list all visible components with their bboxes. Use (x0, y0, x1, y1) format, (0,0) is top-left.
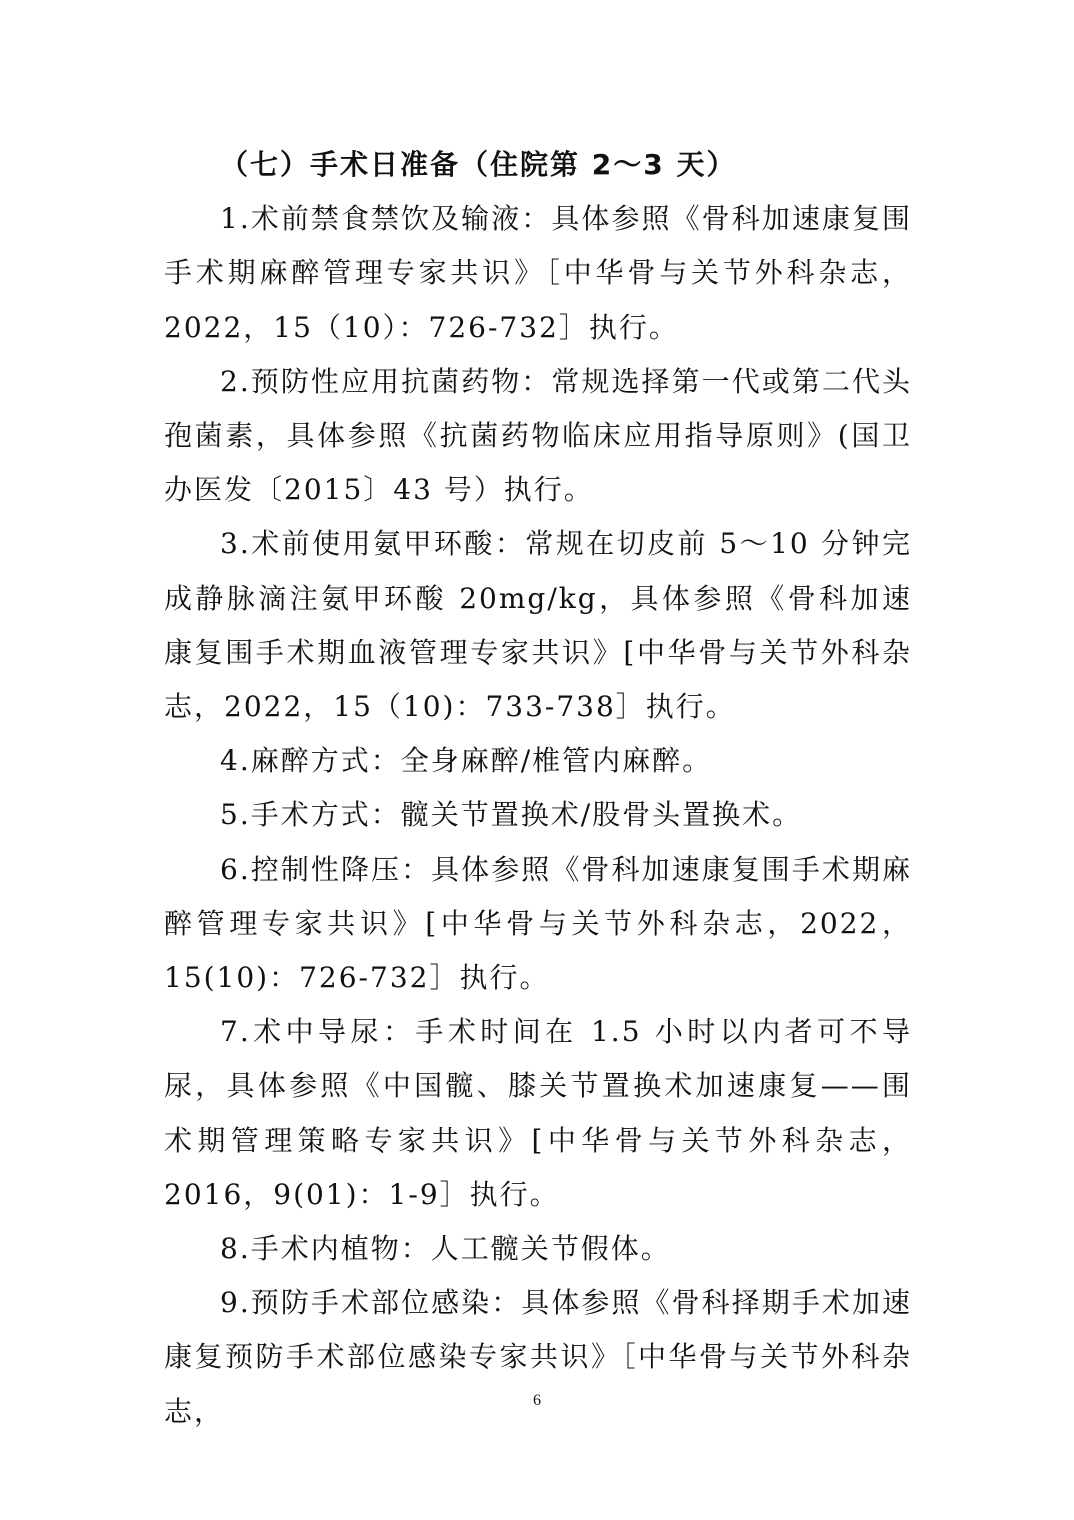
paragraph-9: 9.预防手术部位感染：具体参照《骨科择期手术加速康复预防手术部位感染专家共识》［中华骨与关节外科杂志， (164, 1286, 912, 1428)
paragraph-4: 4.麻醉方式：全身麻醉/椎管内麻醉。 (220, 744, 713, 778)
paragraph-8: 8.手术内植物：人工髋关节假体。 (220, 1232, 671, 1266)
paragraph-5: 5.手术方式：髋关节置换术/股骨头置换术。 (220, 798, 803, 832)
paragraph-1: 1.术前禁食禁饮及输液：具体参照《骨科加速康复围手术期麻醉管理专家共识》［中华骨与关节外科杂志，2022，15（10）：726-732］执行。 (164, 202, 912, 344)
paragraph-6: 6.控制性降压：具体参照《骨科加速康复围手术期麻醉管理专家共识》[中华骨与关节外科杂志，2022，15(10)：726-732］执行。 (164, 852, 912, 995)
paragraph-7: 7.术中导尿：手术时间在 1.5 小时以内者可不导尿，具体参照《中国髋、膝关节置换术加速康复——围术期管理策略专家共识》[中华骨与关节外科杂志，2016，9(01)：1-9］执行。 (164, 1015, 912, 1211)
paragraph-3: 3.术前使用氨甲环酸：常规在切皮前 5～10 分钟完成静脉滴注氨甲环酸 20mg/kg，具体参照《骨科加速康复围手术期血液管理专家共识》[中华骨与关节外科杂志，2022，15（10)：733-738］执行。 (164, 527, 912, 724)
page-body (164, 138, 912, 1439)
page-number: 6 (533, 1392, 541, 1409)
section-heading: （七）手术日准备（住院第 2～3 天） (220, 148, 737, 181)
paragraph-2: 2.预防性应用抗菌药物：常规选择第一代或第二代头孢菌素，具体参照《抗菌药物临床应用指导原则》(国卫办医发〔2015〕43 号）执行。 (164, 364, 912, 507)
